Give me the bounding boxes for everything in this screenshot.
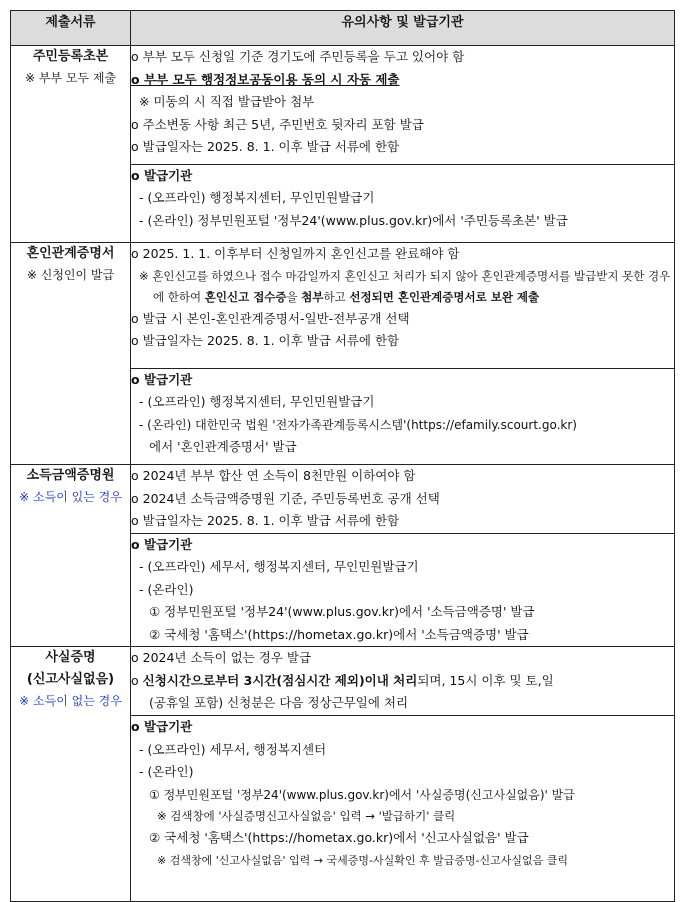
note-line-bold: o 부부 모두 행정정보공동이용 동의 시 자동 제출 [131, 71, 400, 87]
note-line: ※ 혼인신고를 하였으나 접수 마감일까지 혼인신고 처리가 되지 않아 혼인관계증명서를 발급받지 못한 경우에 한하여 혼인신고 접수증을 첨부하고 선정되면 혼인관계증명서로 보완 제출 [139, 268, 671, 304]
header-notes: 유의사항 및 발급기관 [131, 11, 675, 46]
doc-name: 소득금액증명원 [26, 468, 115, 483]
issuer-line: - (오프라인) 세무서, 행정복지센터 [139, 741, 327, 757]
note-line: (공휴일 포함) 신청분은 다음 정상근무일에 처리 [149, 695, 409, 710]
issuer-cell [131, 533, 675, 647]
issuer-line: - (온라인) [139, 764, 194, 780]
issuer-title: o 발급기관 [131, 371, 193, 387]
issuer-title: o 발급기관 [131, 167, 193, 183]
note-line: o 발급 시 본인-혼인관계증명서-일반-전부공개 선택 [131, 310, 410, 326]
table-row [11, 243, 675, 369]
issuer-cell [131, 368, 675, 464]
note-line: o 발급일자는 2025. 8. 1. 이후 발급 서류에 한함 [131, 333, 400, 348]
notes-cell [131, 465, 675, 534]
notes-cell [131, 243, 675, 369]
doc-name: 주민등록초본 [32, 49, 109, 64]
issuer-title: o 발급기관 [131, 719, 193, 735]
issuer-title: o 발급기관 [131, 536, 193, 552]
note-line: o 발급일자는 2025. 8. 1. 이후 발급 서류에 한함 [131, 139, 400, 154]
issuer-line: ① 정부민원포털 '정부24'(www.plus.gov.kr)에서 '사실증명(신고사실없음)' 발급 [149, 787, 575, 802]
issuer-line: - (오프라인) 세무서, 행정복지센터, 무인민원발급기 [139, 559, 419, 574]
issuer-line: ② 국세청 '홈택스'(https://hometax.go.kr)에서 '신고사실없음' 발급 [149, 830, 529, 846]
notes-cell [131, 647, 675, 716]
note-line: o 발급일자는 2025. 8. 1. 이후 발급 서류에 한함 [131, 513, 400, 528]
doc-note: ※ 부부 모두 제출 [24, 71, 117, 85]
note-line: o 2025. 1. 1. 이후부터 신청일까지 혼인신고를 완료해야 함 [131, 246, 460, 261]
issuer-line: ② 국세청 '홈택스'(https://hometax.go.kr)에서 '소득금액증명' 발급 [149, 626, 529, 642]
table-row [11, 465, 675, 534]
issuer-line: - (오프라인) 행정복지센터, 무인민원발급기 [139, 394, 375, 410]
issuer-line: ① 정부민원포털 '정부24'(www.plus.gov.kr)에서 '소득금액증명' 발급 [149, 604, 535, 619]
doc-cell [11, 243, 131, 465]
table-header-row [11, 11, 675, 46]
issuer-line: - (온라인) [139, 581, 194, 597]
document-table [10, 10, 675, 902]
notes-cell [131, 46, 675, 165]
doc-cell [11, 46, 131, 243]
table-row [11, 46, 675, 165]
note-line: ※ 미동의 시 직접 발급받아 첨부 [139, 94, 315, 109]
issuer-line: 에서 '혼인관계증명서' 발급 [149, 439, 297, 455]
issuer-line: - (오프라인) 행정복지센터, 무인민원발급기 [139, 190, 375, 206]
issuer-cell [131, 164, 675, 242]
doc-cell [11, 647, 131, 902]
issuer-cell [131, 716, 675, 902]
doc-note: ※ 소득이 있는 경우 [19, 490, 122, 504]
note-line: o 신청시간으로부터 3시간(점심시간 제외)이내 처리되며, 15시 이후 및 토,일 [131, 672, 554, 688]
doc-name: 혼인관계증명서 [26, 246, 115, 261]
doc-name-sub: (신고사실없음) [26, 672, 115, 687]
table-row [11, 647, 675, 716]
doc-name: 사실증명 [45, 650, 96, 665]
doc-cell [11, 465, 131, 647]
doc-note: ※ 신청인이 발급 [26, 268, 115, 282]
issuer-line: ※ 검색창에 '신고사실없음' 입력 → 국세증명-사실확인 후 발급증명-신고사실없음 클릭 [157, 853, 569, 867]
note-line: o 2024년 소득금액증명원 기준, 주민등록번호 공개 선택 [131, 490, 440, 506]
note-line: o 2024년 소득이 없는 경우 발급 [131, 650, 312, 665]
note-line: o 부부 모두 신청일 기준 경기도에 주민등록을 두고 있어야 함 [131, 49, 465, 64]
doc-note: ※ 소득이 없는 경우 [19, 694, 122, 708]
note-line: o 주소변동 사항 최근 5년, 주민번호 뒷자리 포함 발급 [131, 116, 424, 132]
issuer-line: ※ 검색창에 '사실증명신고사실없음' 입력 → '발급하기' 클릭 [157, 809, 456, 824]
header-document: 제출서류 [11, 11, 131, 46]
issuer-line: - (온라인) 대한민국 법원 '전자가족관계등록시스템'(https://efamily.scourt.go.kr) [139, 417, 577, 432]
note-line: o 2024년 부부 합산 연 소득이 8천만원 이하여야 함 [131, 468, 416, 483]
issuer-line: - (온라인) 정부민원포털 '정부24'(www.plus.gov.kr)에서 '주민등록초본' 발급 [139, 212, 568, 228]
